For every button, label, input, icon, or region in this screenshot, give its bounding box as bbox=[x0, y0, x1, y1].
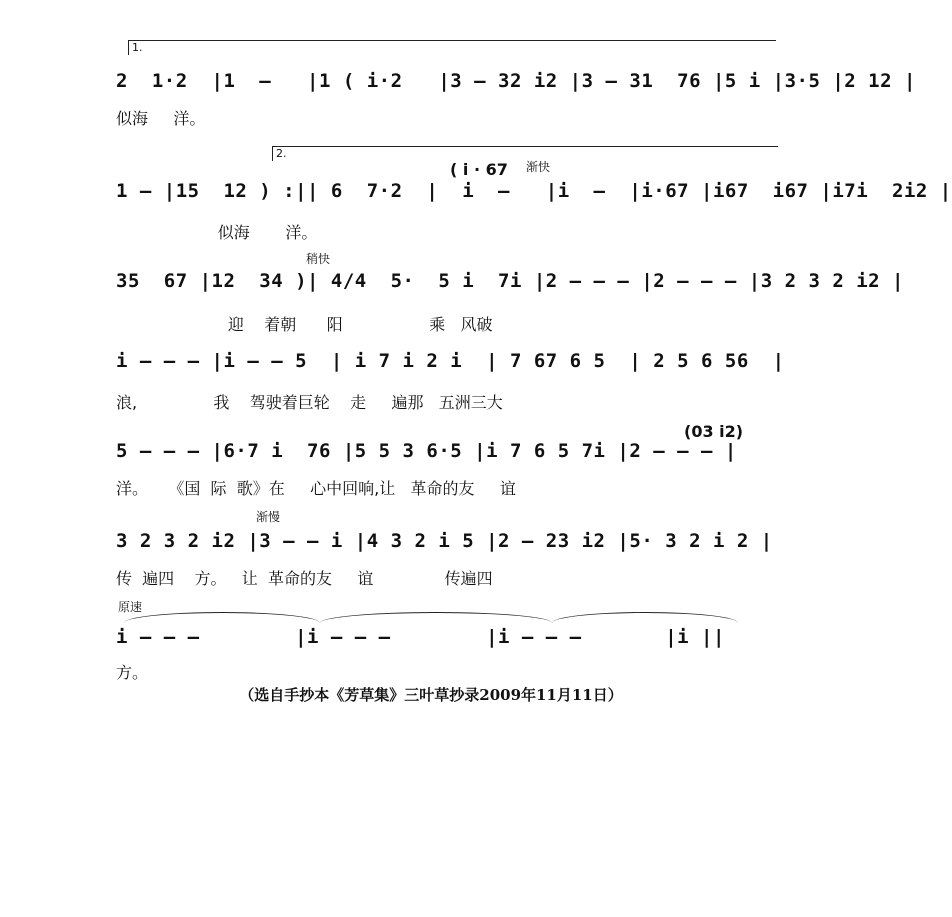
score-row-3 bbox=[116, 270, 904, 310]
lyrics-row-7: 方。 bbox=[116, 663, 149, 682]
tempo-mark-ritardando: 渐慢 bbox=[256, 510, 281, 524]
score-row-5 bbox=[116, 440, 776, 480]
notes-row-5: 5 – – – |6·7 i 76 |5 5 3 6·5 |i 7 6 5 7i |2 – – – | bbox=[116, 440, 737, 462]
notes-row-6: 3 2 3 2 i2 |3 – – i |4 3 2 i 5 |2 – 23 i2 |5· 3 2 i 2 | bbox=[116, 530, 773, 552]
notes-row-3: 35 67 |12 34 )| 4/4 5· 5 i 7i |2 – – – |2 – – – |3 2 3 2 i2 | bbox=[116, 270, 904, 292]
lyrics-row-6: 传 遍四 方。 让 革命的友 谊 传遍四 bbox=[116, 569, 493, 588]
score-row-1 bbox=[116, 70, 916, 110]
lyrics-row-3: 迎 着朝 阳 乘 风破 bbox=[116, 315, 493, 334]
tie-arc bbox=[552, 612, 738, 623]
volta-label: 2. bbox=[276, 147, 287, 160]
tie-arc bbox=[320, 612, 552, 623]
tempo-mark-a-tempo: 原速 bbox=[118, 600, 143, 614]
lyrics-row-2: 似海 洋。 bbox=[116, 223, 318, 242]
volta-second-ending bbox=[272, 146, 778, 161]
paren-note-group: (03 i2) bbox=[684, 422, 744, 441]
volta-first-ending bbox=[128, 40, 776, 55]
notes-row-1: 2 1·2 |1 – |1 ( i·2 |3 – 32 i2 |3 – 31 76 |5 i |3·5 |2 12 | bbox=[116, 70, 916, 92]
volta-label: 1. bbox=[132, 41, 143, 54]
lyrics-row-1: 似海 洋。 bbox=[116, 109, 206, 128]
tempo-mark-accel: 渐快 bbox=[526, 160, 551, 174]
notes-row-2: 1 – |15 12 ) :|| 6 7·2 | i – |i – |i·67 |i67 i67 |i7i 2i2 | bbox=[116, 180, 952, 202]
lyrics-row-4: 浪, 我 驾驶着巨轮 走 遍那 五洲三大 bbox=[116, 393, 503, 412]
tie-arc bbox=[124, 612, 320, 623]
notes-row-4: i – – – |i – – 5 | i 7 i 2 i | 7 67 6 5 | 2 5 6 56 | bbox=[116, 350, 785, 372]
score-row-2 bbox=[116, 180, 952, 220]
tempo-mark-slightly-faster: 稍快 bbox=[306, 252, 331, 266]
score-row-6 bbox=[116, 530, 776, 570]
paren-note-group: ( i · 67 bbox=[450, 160, 508, 179]
score-row-7 bbox=[116, 626, 776, 666]
score-row-4 bbox=[116, 350, 785, 390]
notes-row-7: i – – – |i – – – |i – – – |i || bbox=[116, 626, 725, 648]
lyrics-row-5: 洋。 《国 际 歌》在 心中回响,让 革命的友 谊 bbox=[116, 479, 516, 498]
source-caption: （选自手抄本《芳草集》三叶草抄录2009年11月11日） bbox=[239, 686, 623, 704]
